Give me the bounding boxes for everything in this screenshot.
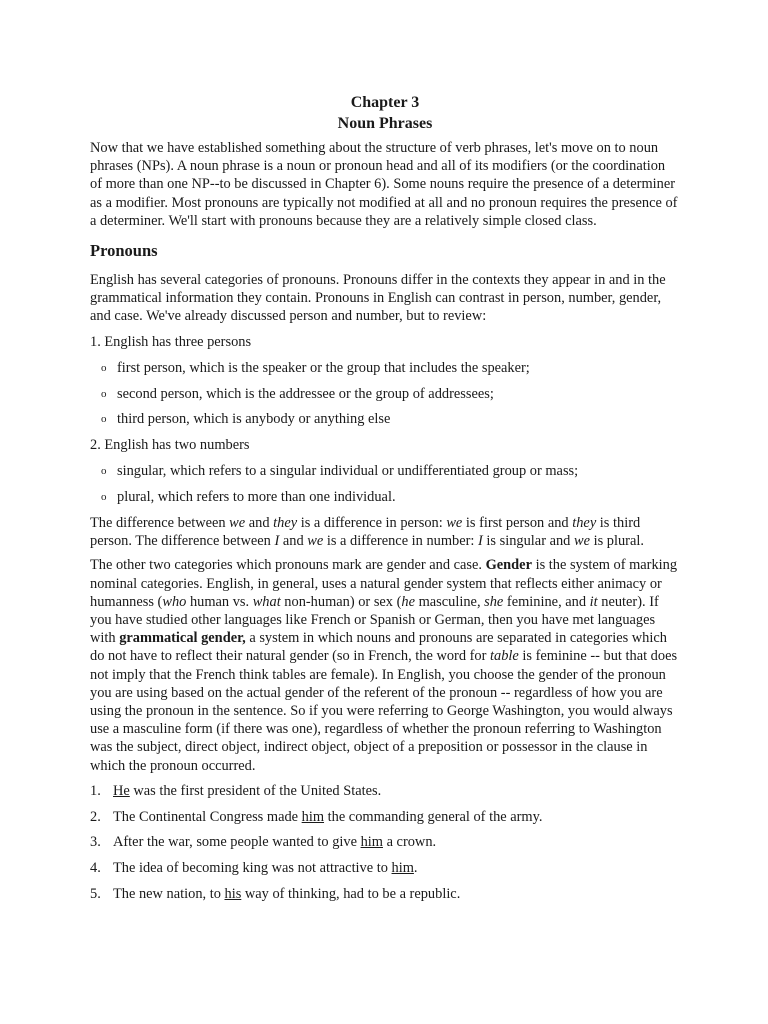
- pronoun-example: they: [273, 515, 298, 532]
- pronoun-example: I: [478, 533, 483, 550]
- bullet-marker: o: [101, 465, 107, 478]
- text-run: non-human) or sex (: [280, 593, 402, 610]
- example-sentence: [90, 859, 680, 877]
- text-run: the commanding general of the army.: [324, 808, 543, 825]
- pronoun-example: what: [252, 593, 281, 610]
- pronoun-example: we: [229, 515, 246, 532]
- pronoun-example: we: [307, 533, 324, 550]
- text-run: way of thinking, had to be a republic.: [241, 886, 461, 903]
- numbers-list-heading: 2. English has two numbers: [90, 437, 250, 454]
- underlined-pronoun: him: [360, 834, 383, 851]
- text-run: was the first president of the United States.: [129, 782, 382, 799]
- pronoun-example: she: [484, 593, 504, 610]
- example-number: 4.: [90, 860, 101, 877]
- text-run: masculine,: [415, 593, 485, 610]
- text-run: is plural.: [589, 533, 644, 550]
- text-run: is singular and: [482, 533, 574, 550]
- text-run: After the war, some people wanted to give: [113, 834, 361, 851]
- list-item: [90, 488, 680, 506]
- gender-paragraph: [90, 556, 680, 774]
- underlined-pronoun: him: [391, 860, 414, 877]
- text-run: The new nation, to: [113, 886, 225, 903]
- example-sentence: [90, 782, 680, 800]
- text-run: .: [413, 860, 418, 877]
- text-run: and: [279, 533, 308, 550]
- text-run: is a difference in person:: [297, 515, 447, 532]
- pronoun-example: it: [589, 593, 598, 610]
- example-number: 5.: [90, 886, 101, 903]
- document-page: [90, 92, 680, 911]
- text-run: is the system of marking nominal categories. English, in general, uses a natural gender system that reflects either animacy or humanness (: [90, 557, 678, 610]
- example-sentence: [90, 833, 680, 851]
- text-run: is third person. The difference between: [90, 515, 641, 550]
- text-run: is first person and: [462, 515, 573, 532]
- text-run: feminine, and: [503, 593, 590, 610]
- pronoun-example: I: [274, 533, 280, 550]
- bullet-marker: o: [101, 361, 107, 374]
- example-number: 1.: [90, 782, 101, 799]
- text-run: a system in which nouns and pronouns are separated in categories which do not have to reflect their natural gender (so in French, the word for: [90, 630, 667, 665]
- pronouns-intro-paragraph: English has several categories of pronouns. Pronouns differ in the contexts they appear in and in the grammatical information they contain. Pronouns in English can contrast in person, number, gender, and case. We've already discussed person and number, but to review:: [90, 272, 666, 325]
- person-number-difference-paragraph: [90, 514, 680, 550]
- example-sentence: [90, 808, 680, 826]
- persons-list-heading: 1. English has three persons: [90, 333, 252, 350]
- list-item-text: singular, which refers to a singular individual or undifferentiated group or mass;: [117, 463, 579, 480]
- intro-paragraph: Now that we have established something about the structure of verb phrases, let's move on to noun phrases (NPs). A noun phrase is a noun or pronoun head and all of its modifiers (or the coordination of more than one NP--to be discussed in Chapter 6). Some nouns require the presence of a determiner as a modifier. Most pronouns are typically not modified at all and no pronoun requires the presence of a determiner. We'll start with pronouns because they are a relatively simple closed class.: [90, 140, 678, 229]
- list-item: [90, 359, 680, 377]
- bullet-marker: o: [101, 413, 107, 426]
- list-item-text: first person, which is the speaker or the group that includes the speaker;: [117, 359, 530, 376]
- persons-list: [90, 359, 680, 429]
- pronoun-example: we: [573, 533, 590, 550]
- text-run: and: [245, 515, 274, 532]
- text-run: The difference between: [90, 515, 230, 532]
- term-gender: Gender: [485, 557, 532, 574]
- term-grammatical-gender: grammatical gender,: [119, 630, 246, 647]
- text-run: human vs.: [186, 593, 253, 610]
- pronoun-example: we: [446, 515, 463, 532]
- chapter-number: Chapter 3: [350, 94, 420, 111]
- example-number: 2.: [90, 808, 101, 825]
- text-run: a crown.: [382, 834, 437, 851]
- chapter-title: Noun Phrases: [337, 115, 433, 132]
- underlined-pronoun: him: [301, 808, 325, 825]
- list-item: [90, 410, 680, 428]
- list-item: [90, 385, 680, 403]
- underlined-pronoun: his: [224, 886, 242, 903]
- example-sentences-list: [90, 782, 680, 903]
- section-heading-pronouns: Pronouns: [90, 241, 158, 261]
- underlined-pronoun: He: [113, 782, 130, 799]
- list-item-text: second person, which is the addressee or the group of addressees;: [117, 385, 494, 402]
- text-run: neuter). If you have studied other languages like French or Spanish or German, then you have met languages with: [90, 593, 659, 647]
- pronoun-example: he: [401, 593, 415, 610]
- word-example: table: [490, 648, 519, 665]
- text-run: The Continental Congress made: [113, 808, 302, 825]
- bullet-marker: o: [101, 491, 107, 504]
- list-item-text: third person, which is anybody or anything else: [117, 411, 391, 428]
- text-run: is feminine -- but that does not imply that the French think tables are female). In English, you choose the gender of the pronoun you are using based on the actual gender of the referent of the pronoun -- regardless of how you are using the pronoun in the sentence. So if you were referring to George Washington, you would always use a masculine form (if there was one), regardless of whether the pronoun referring to Washington was the subject, direct object, indirect object, object of a preposition or possessor in the clause in which the pronoun occurred.: [90, 648, 678, 774]
- example-sentence: [90, 885, 680, 903]
- list-item: [90, 462, 680, 480]
- list-item-text: plural, which refers to more than one individual.: [117, 489, 396, 506]
- text-run: The idea of becoming king was not attractive to: [113, 860, 392, 877]
- pronoun-example: who: [162, 593, 187, 610]
- pronoun-example: they: [572, 515, 597, 532]
- text-run: is a difference in number:: [323, 533, 479, 550]
- example-number: 3.: [90, 834, 101, 851]
- numbers-list: [90, 462, 680, 506]
- text-run: The other two categories which pronouns mark are gender and case.: [90, 557, 486, 574]
- bullet-marker: o: [101, 387, 107, 400]
